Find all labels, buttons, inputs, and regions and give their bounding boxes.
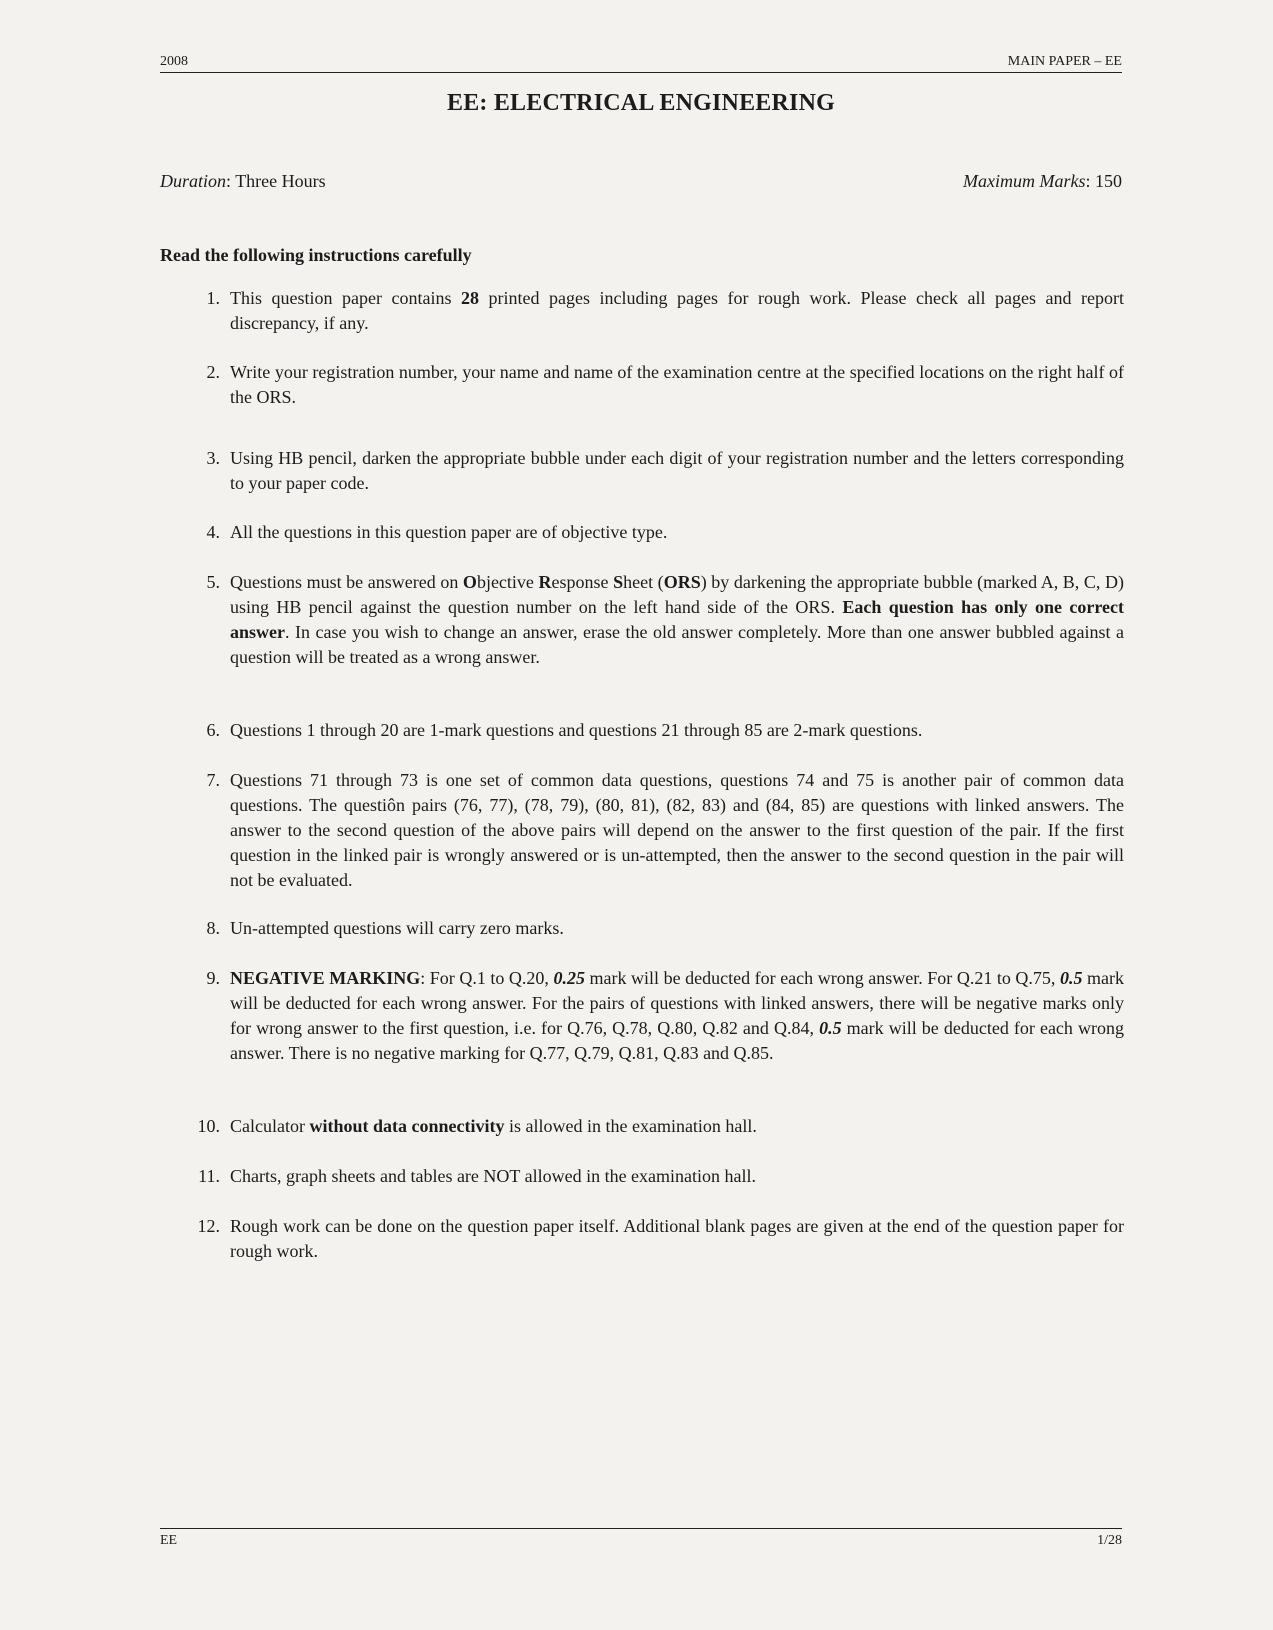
page-header bbox=[160, 52, 1122, 73]
instruction-text: NEGATIVE MARKING: For Q.1 to Q.20, 0.25 mark will be deducted for each wrong answer. For Q.21 to Q.75, 0.5 mark will be deducted for each wrong answer. For the pairs of questions with linked answers, there will be negative marks only for wrong answer to the first question, i.e. for Q.76, Q.78, Q.80, Q.82 and Q.84, 0.5 mark will be deducted for each wrong answer. There is no negative marking for Q.77, Q.79, Q.81, Q.83 and Q.85. bbox=[230, 968, 1124, 1063]
instruction-item bbox=[194, 916, 1124, 941]
header-year: 2008 bbox=[160, 54, 188, 69]
page-number: 1/28 bbox=[1097, 1533, 1122, 1548]
page-title: EE: ELECTRICAL ENGINEERING bbox=[447, 90, 835, 116]
instruction-text: Questions must be answered on Objective Response Sheet (ORS) by darkening the appropriate bubble (marked A, B, C, D) using HB pencil against the question number on the left hand side of the ORS. Each question has only one correct answer. In case you wish to change an answer, erase the old answer completely. More than one answer bubbled against a question will be treated as a wrong answer. bbox=[230, 572, 1124, 667]
marks-label: Maximum Marks bbox=[963, 171, 1086, 191]
exam-meta bbox=[160, 171, 1122, 195]
marks-value: : 150 bbox=[1085, 171, 1122, 191]
instruction-text: This question paper contains 28 printed pages including pages for rough work. Please check all pages and report discrepancy, if any. bbox=[230, 288, 1124, 333]
instruction-text: Charts, graph sheets and tables are NOT allowed in the examination hall. bbox=[230, 1166, 757, 1186]
instruction-number: 9. bbox=[206, 968, 220, 988]
instruction-number: 11. bbox=[198, 1166, 220, 1186]
footer-paper-code: EE bbox=[160, 1533, 178, 1548]
instruction-text: All the questions in this question paper are of objective type. bbox=[230, 522, 668, 542]
instruction-number: 6. bbox=[206, 720, 220, 740]
page-footer bbox=[160, 1528, 1122, 1549]
instruction-number: 8. bbox=[206, 918, 220, 938]
instruction-number: 2. bbox=[206, 362, 220, 382]
instruction-item bbox=[194, 520, 1124, 545]
instruction-number: 4. bbox=[206, 522, 220, 542]
instruction-text: Rough work can be done on the question paper itself. Additional blank pages are given at the end of the question paper for rough work. bbox=[230, 1216, 1124, 1261]
instruction-number: 5. bbox=[206, 572, 220, 592]
instruction-item bbox=[194, 966, 1124, 1066]
instruction-item bbox=[194, 446, 1124, 496]
instruction-item bbox=[194, 570, 1124, 670]
instruction-text: Calculator without data connectivity is allowed in the examination hall. bbox=[230, 1116, 757, 1136]
instruction-number: 12. bbox=[197, 1216, 220, 1236]
duration-label: Duration bbox=[160, 171, 227, 191]
duration-value: : Three Hours bbox=[226, 171, 326, 191]
instruction-text: Questions 71 through 73 is one set of common data questions, questions 74 and 75 is another pair of common data questions. The questiôn pairs (76, 77), (78, 79), (80, 81), (82, 83) and (84, 85) are questions with linked answers. The answer to the second question of the above pairs will depend on the answer to the first question of the pair. If the first question in the linked pair is wrongly answered or is un-attempted, then the answer to the second question in the pair will not be evaluated. bbox=[230, 770, 1124, 890]
instruction-text: Using HB pencil, darken the appropriate bubble under each digit of your registration number and the letters corresponding to your paper code. bbox=[230, 448, 1124, 493]
instruction-number: 1. bbox=[206, 288, 220, 308]
instruction-item bbox=[194, 286, 1124, 336]
instruction-number: 10. bbox=[197, 1116, 220, 1136]
instruction-item bbox=[194, 1164, 1124, 1189]
instruction-number: 3. bbox=[206, 448, 220, 468]
instruction-number: 7. bbox=[206, 770, 220, 790]
instruction-item bbox=[194, 1114, 1124, 1139]
duration bbox=[160, 171, 326, 192]
instruction-item bbox=[194, 718, 1124, 743]
instruction-text: Questions 1 through 20 are 1-mark questions and questions 21 through 85 are 2-mark questions. bbox=[230, 720, 923, 740]
instruction-item bbox=[194, 360, 1124, 410]
instruction-text: Write your registration number, your name and name of the examination centre at the specified locations on the right half of the ORS. bbox=[230, 362, 1124, 407]
instruction-item bbox=[194, 1214, 1124, 1264]
instruction-item bbox=[194, 768, 1124, 893]
maximum-marks bbox=[963, 171, 1122, 192]
header-paper-code: MAIN PAPER – EE bbox=[1007, 54, 1122, 69]
instruction-text: Un-attempted questions will carry zero marks. bbox=[230, 918, 564, 938]
instructions-heading: Read the following instructions carefully bbox=[160, 245, 472, 265]
